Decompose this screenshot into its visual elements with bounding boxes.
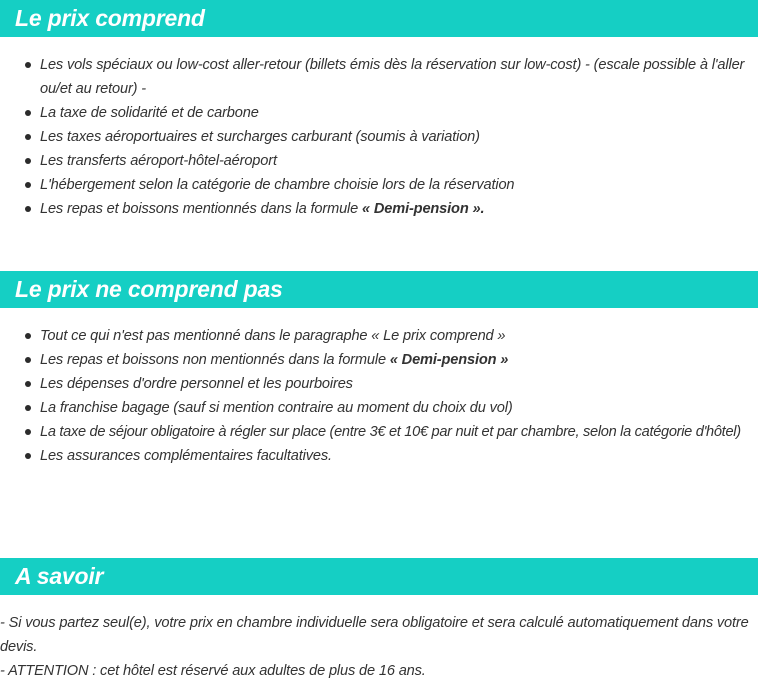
- list-item: [0, 101, 758, 125]
- list-item: [0, 197, 758, 221]
- list-item: [0, 444, 758, 468]
- excludes-title: Le prix ne comprend pas: [15, 276, 283, 302]
- list-item: [0, 149, 758, 173]
- excludes-header: [0, 271, 758, 308]
- bullet-icon: [25, 134, 31, 140]
- bullet-icon: [25, 381, 31, 387]
- item-text: La franchise bagage (sauf si mention contraire au moment du choix du vol): [40, 400, 513, 416]
- list-item: [0, 420, 758, 444]
- includes-list: [0, 53, 758, 221]
- includes-title: Le prix comprend: [15, 5, 205, 31]
- list-item: [0, 324, 758, 348]
- savoir-body: [0, 611, 758, 683]
- bullet-icon: [25, 405, 31, 411]
- bullet-icon: [25, 429, 31, 435]
- savoir-header: [0, 558, 758, 595]
- includes-header: [0, 0, 758, 37]
- list-item: [0, 372, 758, 396]
- list-item: [0, 125, 758, 149]
- bullet-icon: [25, 158, 31, 164]
- savoir-line: - Si vous partez seul(e), votre prix en chambre individuelle sera obligatoire et sera calculé automatiquement dans votre devis.: [0, 615, 749, 655]
- bullet-icon: [25, 206, 31, 212]
- list-item: [0, 348, 758, 372]
- list-item: [0, 396, 758, 420]
- item-text: Les vols spéciaux ou low-cost aller-retour (billets émis dès la réservation sur low-cost) - (escale possible à l'aller ou/et au retour) -: [40, 57, 745, 97]
- bullet-icon: [25, 453, 31, 459]
- bullet-icon: [25, 182, 31, 188]
- item-text: La taxe de solidarité et de carbone: [40, 105, 259, 121]
- savoir-title: A savoir: [15, 563, 104, 589]
- bullet-icon: [25, 357, 31, 363]
- item-text: Les repas et boissons non mentionnés dans la formule: [40, 352, 390, 368]
- list-item: [0, 53, 758, 101]
- excludes-list: [0, 324, 758, 468]
- item-text: Les dépenses d'ordre personnel et les pourboires: [40, 376, 353, 392]
- savoir-line: - ATTENTION : cet hôtel est réservé aux adultes de plus de 16 ans.: [0, 663, 426, 679]
- item-bold-text: « Demi-pension ».: [362, 201, 485, 217]
- item-text: Les transferts aéroport-hôtel-aéroport: [40, 153, 277, 169]
- bullet-icon: [25, 333, 31, 339]
- item-text: Les repas et boissons mentionnés dans la formule: [40, 201, 363, 217]
- item-text: La taxe de séjour obligatoire à régler sur place (entre 3€ et 10€ par nuit et par chambre, selon la catégorie d'hôtel): [40, 424, 741, 440]
- item-text: Tout ce qui n'est pas mentionné dans le paragraphe « Le prix comprend »: [40, 328, 506, 344]
- bullet-icon: [25, 110, 31, 116]
- item-text: Les assurances complémentaires facultatives.: [40, 448, 332, 464]
- bullet-icon: [25, 62, 31, 68]
- item-text: L'hébergement selon la catégorie de chambre choisie lors de la réservation: [40, 177, 515, 193]
- item-text: Les taxes aéroportuaires et surcharges carburant (soumis à variation): [40, 129, 480, 145]
- item-bold-text: « Demi-pension »: [389, 352, 509, 368]
- list-item: [0, 173, 758, 197]
